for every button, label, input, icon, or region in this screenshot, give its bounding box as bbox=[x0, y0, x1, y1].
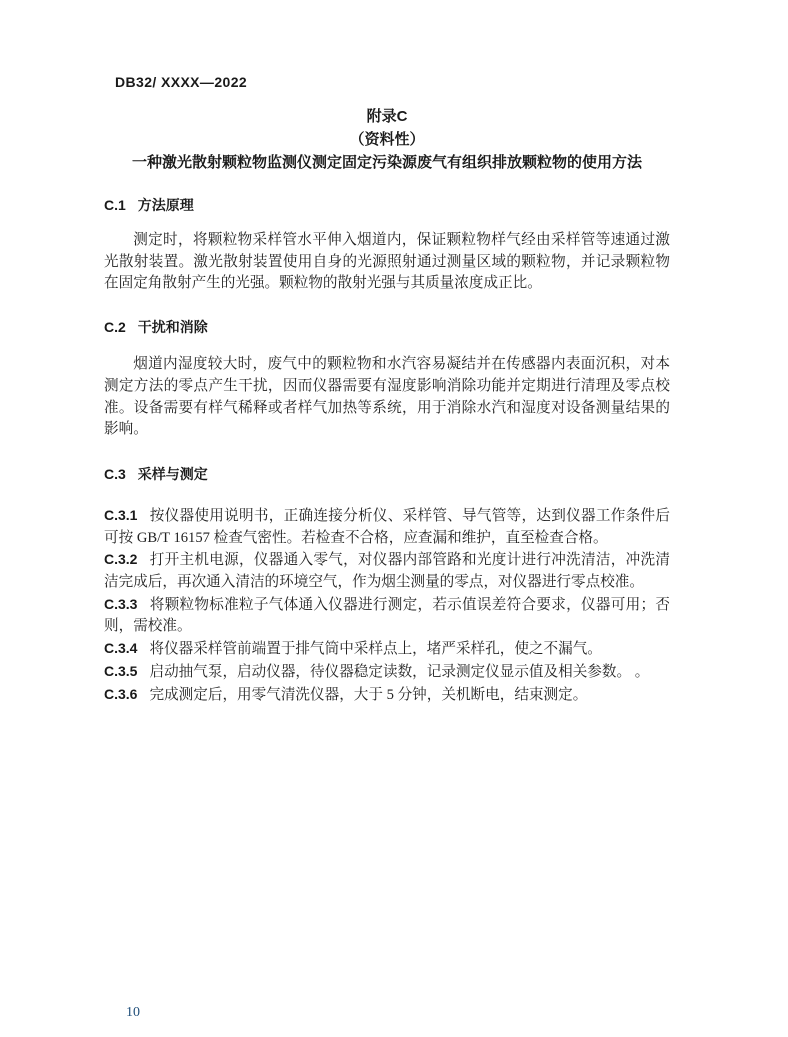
clause-number: C.3.3 bbox=[104, 595, 138, 612]
section-number: C.3 bbox=[104, 465, 126, 482]
clause-item bbox=[104, 638, 670, 661]
clause-item bbox=[104, 661, 670, 684]
clause-list bbox=[104, 505, 670, 706]
section-heading-c1 bbox=[104, 195, 670, 215]
document-content bbox=[104, 0, 670, 706]
section-title: 方法原理 bbox=[137, 197, 194, 213]
clause-number: C.3.5 bbox=[104, 662, 138, 679]
document-code: DB32/ XXXX—2022 bbox=[115, 74, 248, 90]
section-title: 采样与测定 bbox=[137, 465, 208, 482]
clause-text: 打开主机电源，仪器通入零气，对仪器内部管路和光度计进行冲洗清洁，冲洗清洁完成后，再次通入清洁的环境空气，作为烟尘测量的零点，对仪器进行零点校准。 bbox=[104, 552, 670, 591]
section-paragraph: 烟道内湿度较大时，废气中的颗粒物和水汽容易凝结并在传感器内表面沉积，对本测定方法的零点产生干扰，因而仪器需要有湿度影响消除功能并定期进行清理及零点校准。设备需要有样气稀释或者样气加热等系统，用于消除水汽和湿度对设备测量结果的影响。 bbox=[104, 356, 670, 438]
clause-text: 按仪器使用说明书，正确连接分析仪、采样管、导气管等，达到仪器工作条件后可按 GB/T 16157 检查气密性。若检查不合格，应查漏和维护，直至检查合格。 bbox=[104, 507, 670, 546]
appendix-title-block bbox=[104, 105, 670, 174]
clause-item bbox=[104, 594, 670, 638]
section-number: C.2 bbox=[104, 319, 126, 336]
section-c1 bbox=[104, 195, 670, 295]
clause-number: C.3.4 bbox=[104, 640, 138, 657]
page-number: 10 bbox=[126, 1005, 140, 1020]
section-title: 干扰和消除 bbox=[137, 319, 208, 336]
section-c3 bbox=[104, 464, 670, 706]
clause-text: 将颗粒物标准粒子气体通入仪器进行测定，若示值误差符合要求，仪器可用；否则，需校准。 bbox=[104, 596, 670, 635]
section-heading-c3 bbox=[104, 464, 670, 484]
clause-number: C.3.1 bbox=[104, 506, 138, 523]
section-paragraph: 测定时，将颗粒物采样管水平伸入烟道内，保证颗粒物样气经由采样管等速通过激光散射装置。激光散射装置使用自身的光源照射通过测量区域的颗粒物，并记录颗粒物在固定角散射产生的光强。颗粒物的散射光强与其质量浓度成正比。 bbox=[104, 232, 670, 292]
section-number: C.1 bbox=[104, 197, 126, 213]
clause-number: C.3.6 bbox=[104, 685, 138, 702]
clause-text: 将仪器采样管前端置于排气筒中采样点上，堵严采样孔，使之不漏气。 bbox=[149, 641, 602, 658]
clause-text: 启动抽气泵，启动仪器，待仪器稳定读数，记录测定仪显示值及相关参数。 。 bbox=[149, 663, 650, 680]
appendix-label: 附录C bbox=[366, 108, 408, 125]
clause-number: C.3.2 bbox=[104, 551, 138, 568]
clause-item bbox=[104, 684, 670, 707]
clause-text: 完成测定后，用零气清洗仪器，大于 5 分钟，关机断电，结束测定。 bbox=[149, 686, 588, 703]
appendix-title: 一种激光散射颗粒物监测仪测定固定污染源废气有组织排放颗粒物的使用方法 bbox=[131, 154, 642, 171]
section-heading-c2 bbox=[104, 317, 670, 337]
clause-item bbox=[104, 549, 670, 593]
section-c2 bbox=[104, 317, 670, 441]
clause-item bbox=[104, 505, 670, 549]
appendix-informative-note: （资料性） bbox=[349, 131, 425, 148]
